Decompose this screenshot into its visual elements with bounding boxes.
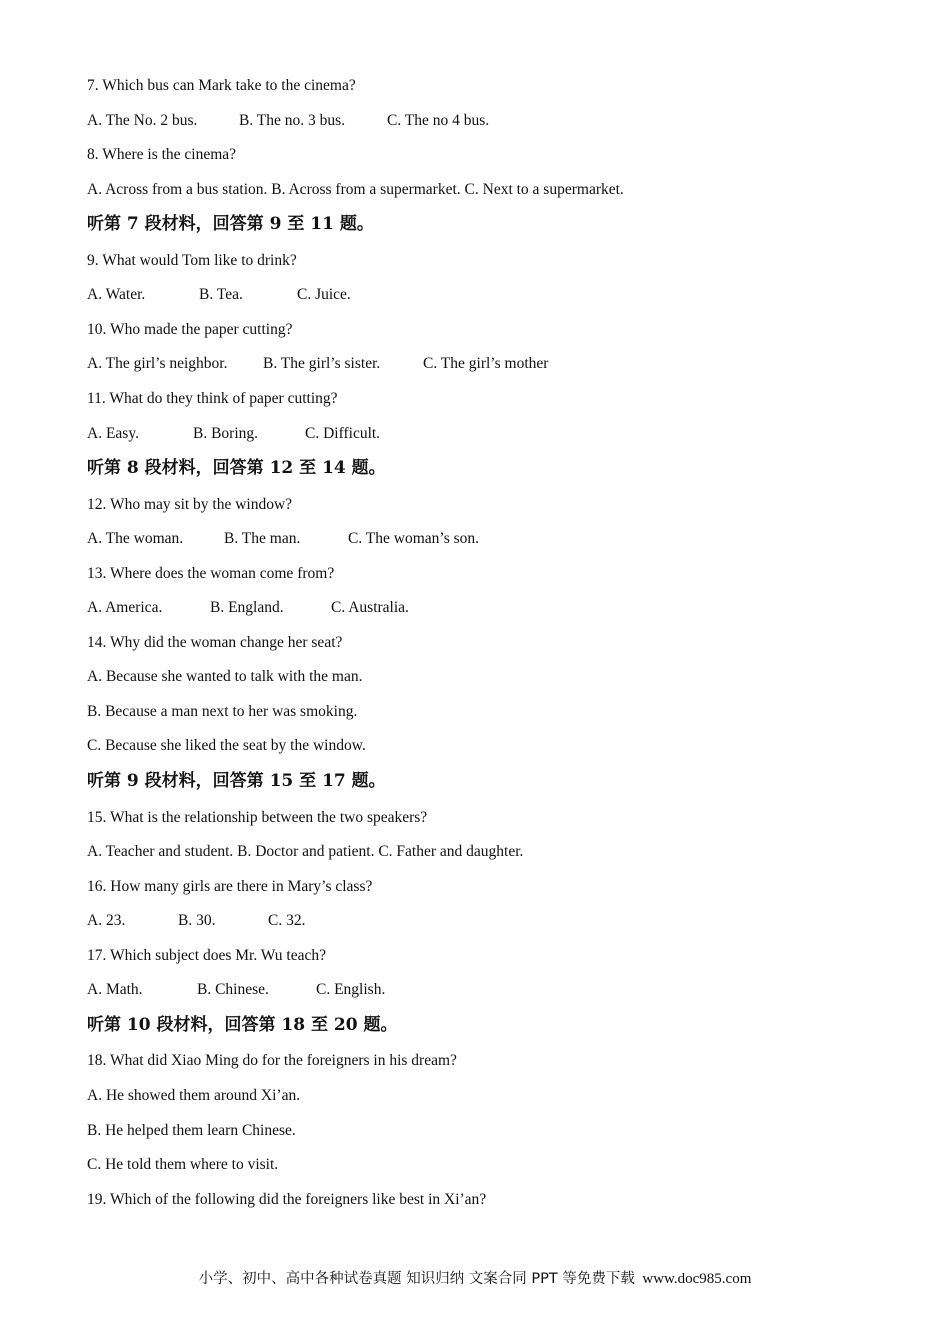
option-12a: A. The woman. bbox=[87, 530, 184, 547]
option-13b: B. England. bbox=[210, 599, 284, 616]
option-9b: B. Tea. bbox=[199, 286, 243, 303]
question-15: 15. What is the relationship between the two speakers? bbox=[87, 809, 428, 826]
question-7: 7. Which bus can Mark take to the cinema? bbox=[87, 77, 356, 94]
footer-text: 小学、初中、高中各种试卷真题 知识归纳 文案合同 PPT 等免费下载 bbox=[198, 1271, 635, 1287]
option-9c: C. Juice. bbox=[297, 286, 351, 303]
option-14c: C. Because she liked the seat by the window. bbox=[87, 737, 366, 754]
option-14a: A. Because she wanted to talk with the man. bbox=[87, 668, 363, 685]
option-18b: B. He helped them learn Chinese. bbox=[87, 1122, 296, 1139]
question-9: 9. What would Tom like to drink? bbox=[87, 252, 297, 269]
footer-site-link[interactable]: www.doc985.com bbox=[642, 1271, 752, 1287]
section-heading-10: 听第 10 段材料，回答第 18 至 20 题。 bbox=[87, 1015, 398, 1035]
option-12c: C. The woman’s son. bbox=[348, 530, 480, 547]
options-8: A. Across from a bus station. B. Across from a supermarket. C. Next to a supermarket. bbox=[87, 181, 624, 198]
option-17a: A. Math. bbox=[87, 981, 143, 998]
question-13: 13. Where does the woman come from? bbox=[87, 565, 335, 582]
question-18: 18. What did Xiao Ming do for the foreigners in his dream? bbox=[87, 1052, 457, 1069]
question-19: 19. Which of the following did the foreigners like best in Xi’an? bbox=[87, 1191, 487, 1208]
option-9a: A. Water. bbox=[87, 286, 146, 303]
option-17c: C. English. bbox=[316, 981, 386, 998]
page-footer bbox=[0, 1270, 950, 1288]
option-10b: B. The girl’s sister. bbox=[263, 355, 381, 372]
option-18a: A. He showed them around Xi’an. bbox=[87, 1087, 301, 1104]
options-15: A. Teacher and student. B. Doctor and patient. C. Father and daughter. bbox=[87, 843, 524, 860]
section-heading-7: 听第 7 段材料，回答第 9 至 11 题。 bbox=[87, 214, 374, 234]
option-12b: B. The man. bbox=[224, 530, 301, 547]
question-14: 14. Why did the woman change her seat? bbox=[87, 634, 343, 651]
option-7a: A. The No. 2 bus. bbox=[87, 112, 198, 129]
question-8: 8. Where is the cinema? bbox=[87, 146, 237, 163]
option-11b: B. Boring. bbox=[193, 425, 259, 442]
question-11: 11. What do they think of paper cutting? bbox=[87, 390, 338, 407]
option-10a: A. The girl’s neighbor. bbox=[87, 355, 228, 372]
option-14b: B. Because a man next to her was smoking. bbox=[87, 703, 358, 720]
option-18c: C. He told them where to visit. bbox=[87, 1156, 279, 1173]
section-heading-9: 听第 9 段材料，回答第 15 至 17 题。 bbox=[87, 771, 386, 791]
option-13c: C. Australia. bbox=[331, 599, 409, 616]
option-17b: B. Chinese. bbox=[197, 981, 269, 998]
option-16a: A. 23. bbox=[87, 912, 126, 929]
question-16: 16. How many girls are there in Mary’s class? bbox=[87, 878, 373, 895]
option-13a: A. America. bbox=[87, 599, 163, 616]
option-16b: B. 30. bbox=[178, 912, 216, 929]
question-10: 10. Who made the paper cutting? bbox=[87, 321, 293, 338]
question-12: 12. Who may sit by the window? bbox=[87, 496, 293, 513]
option-7b: B. The no. 3 bus. bbox=[239, 112, 346, 129]
option-11c: C. Difficult. bbox=[305, 425, 381, 442]
section-heading-8: 听第 8 段材料，回答第 12 至 14 题。 bbox=[87, 458, 386, 478]
option-10c: C. The girl’s mother bbox=[423, 355, 549, 372]
option-16c: C. 32. bbox=[268, 912, 306, 929]
option-11a: A. Easy. bbox=[87, 425, 139, 442]
question-17: 17. Which subject does Mr. Wu teach? bbox=[87, 947, 326, 964]
option-7c: C. The no 4 bus. bbox=[387, 112, 490, 129]
